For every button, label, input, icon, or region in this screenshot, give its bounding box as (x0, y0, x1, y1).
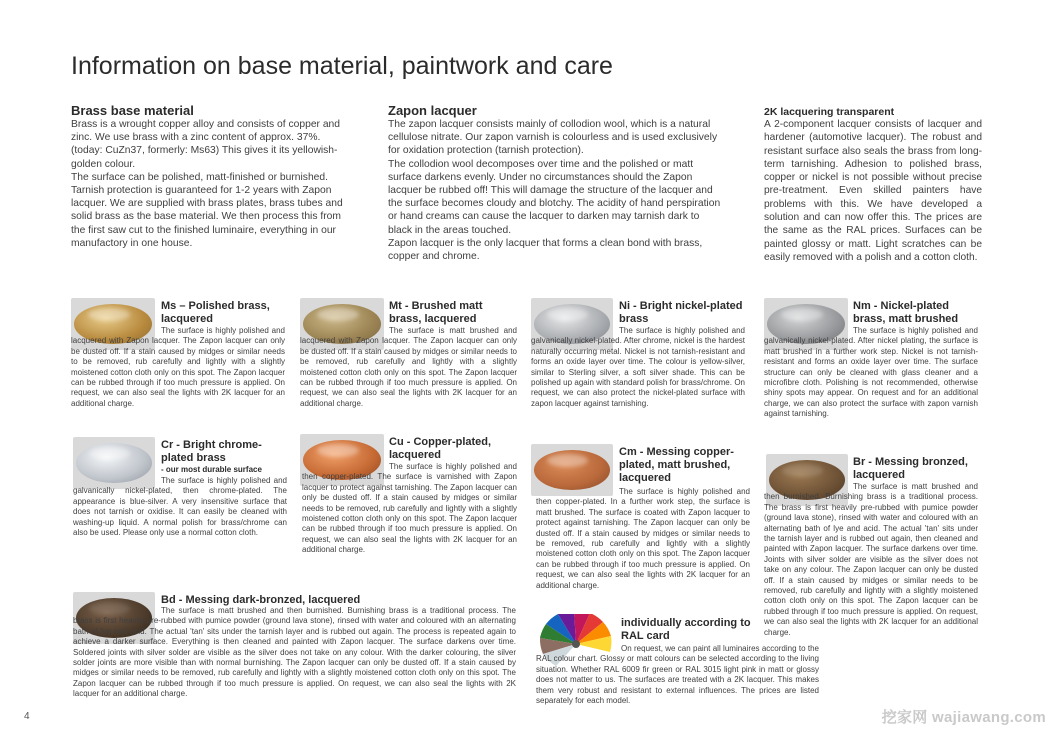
product-title: Ni - Bright nickel-plated brass (619, 300, 743, 325)
product-title: Cu - Copper-plated, lacquered (389, 436, 492, 461)
section-heading: Brass base material (71, 103, 194, 118)
product-description: The surface is highly polished and lacquered with Zapon lacquer. The Zapon lacquer can only be dusted off. If a stain caused by midges or similar needs to be removed, rub carefully and lightly with a slightly moistened cotton cloth only on this spot. The Zapon lacquer can be rubbed through if too much pressure is applied. On request, we can also seal the lights with 2K lacquer for an additional charge. (71, 326, 285, 408)
mt-title-block (389, 300, 517, 326)
cu-title-block (389, 436, 517, 462)
product-description: On request, we can paint all luminaires according to the RAL colour chart. Glossy or matt colours can be selected according to the living situation. Whether RAL 6009 fir green or RAL 3015 light pink in matt or glossy does not matter to us. The surfaces are treated with a 2K lacquer. This makes them very robust and resistant to external influences. The prices are listed separately for each model. (536, 644, 819, 706)
cm-title-block (619, 446, 747, 485)
product-title: Br - Messing bronzed, lacquered (853, 456, 968, 481)
section-heading: 2K lacquering transparent (764, 106, 895, 118)
page-title: Information on base material, paintwork and care (71, 52, 613, 80)
product-description: The surface is highly polished and then copper-plated. The surface is varnished with Zapon lacquer to protect against tarnishing. The Zapon lacquer can only be dusted off. If a stain caused by midges or similar needs to be removed, rub carefully and lightly with a slightly moistened cotton cloth only on this spot. The Zapon lacquer can be rubbed through if too much pressure is applied. On request, we can also seal the lights with 2K lacquer for an additional charge. (302, 462, 517, 555)
ni-title-block (619, 300, 747, 326)
ral-title-block (621, 617, 751, 643)
product-description: The surface is highly polished and galvanically nickel-plated, then chrome-plated. The appearance is blue-silver. A very insensitive surface that does not tarnish or oxidise. It can easily be cleaned with washing-up liquid. A normal polish for brass/chrome can also be used. Please only use a normal cotton cloth. (73, 476, 287, 538)
brass-base-section (71, 103, 371, 250)
section-text: A 2-component lacquer consists of lacquer and hardener (automotive lacquer). The robust and resistant surface also seals the brass from long-term tarnishing. Adhesion to polished brass, copper or nickel is not possible without precise pre-treatment. Even skilled painters have problems with this. We have developed a solution and can now offer this. The prices are the same as the RAL prices. Surfaces can be painted glossy or matt. Light scratches can be easily removed with a polish and a cotton cloth. (764, 119, 982, 263)
product-title: Cr - Bright chrome- plated brass (161, 439, 262, 464)
product-title: Nm - Nickel-plated brass, matt brushed (853, 300, 959, 325)
product-title: Cm - Messing copper- plated, matt brushed, lacquered (619, 446, 734, 484)
section-text: Brass is a wrought copper alloy and consists of copper and zinc. We use brass with a zinc content of approx. 37%. (today: CuZn37, formerly: Ms63) This gives it its yellowish- golden colour. The surface can be polished, matt-finished or burnished. Tarnish protection is guaranteed for 1-2 years with Zapon lacquer. We are supplied with brass plates, brass tubes and solid brass as the base material. We then process this from the first saw cut to the finished luminaire, everything in our manufactory in one house. (71, 119, 343, 249)
product-description: The surface is matt brushed and then burnished. Burnishing brass is a traditional process. The brass is first heavily pre-rubbed with pumice powder (ground lava stone), rinsed with water and coloured with an alternating bath of lye and acid. The actual 'tan' sits under the tarnish layer and is rubbed out again, then cleaned and painted with Zapon lacquer. The surface darkens over time. Joints with silver solder are visible as the silver does not take on any colour. The Zapon lacquer can only be dusted off. If a stain caused by midges or similar needs to be removed, rub carefully and lightly with a slightly moistened cotton cloth only on this spot. The Zapon lacquer can be rubbed through if too much pressure is applied. On request, we can also seal the lights with 2K lacquer for an additional charge. (764, 482, 978, 637)
product-title: Bd - Messing dark-bronzed, lacquered (161, 594, 361, 606)
page-number: 4 (24, 711, 30, 722)
2k-lacquer-section (764, 106, 982, 264)
ms-title-block (161, 300, 285, 326)
cr-title-block (161, 439, 285, 474)
product-title: Mt - Brushed matt brass, lacquered (389, 300, 483, 325)
product-title: individually according to RAL card (621, 617, 751, 642)
zapon-section (388, 103, 748, 263)
product-description: The surface is matt brushed and then burnished. Burnishing brass is a traditional process. The brass is first heavily pre-rubbed with pumice powder (ground lava stone), rinsed with water and coloured with an alternating bath of lye and acid. The actual 'tan' sits under the tarnish layer and is rubbed out again. The process is repeated again to achieve a darker surface. Everything is then cleaned and painted with Zapon lacquer. The surface darkens over time. Soldered joints with silver solder are visible as the silver does not take on any colour. With the darker colouring, the silver solder joints are more visible than with normal burnishing. The Zapon lacquer can only be dusted off. If a stain caused by midges or similar needs to be removed, rub carefully and lightly with a slightly moistened cotton cloth only on this spot. The Zapon lacquer can be rubbed through if too much pressure is applied. On request, we can also seal the lights with 2K lacquer for an additional charge. (73, 606, 516, 699)
watermark: 挖家网 wajiawang.com (881, 709, 1046, 726)
product-subtitle: - our most durable surface (161, 465, 262, 474)
product-description: The surface is highly polished and galvanically nickel-plated. After nickel plating, the surface is matt brushed in a further work step. Nickel is not tarnish-resistant and forms an oxide layer over time. The surface structure can only be cleaned with glass cleaner and a microfibre cloth. Polishing is not recommended, otherwise shiny spots may appear. On request and for an additional charge, we can also protect the surface with zapon varnish against tarnishing. (764, 326, 978, 419)
product-description: The surface is highly polished and galvanically nickel-plated. After chrome, nickel is the hardest naturally occurring metal. Nickel is not tarnish-resistant and forms an oxide layer over time. The colour is yellow-silver, similar to Sterling silver, a soft silver shade. This can be polished up again with standard polish for brass/chrome. On request, we can also protect the nickel-plated surface with zapon lacquer against tarnishing. (531, 326, 745, 408)
product-description: The surface is matt brushed and lacquered with Zapon lacquer. The Zapon lacquer can only be dusted off. If a stain caused by midges or similar needs to be removed, rub carefully and lightly with a slightly moistened cotton cloth only on this spot. The Zapon lacquer can be rubbed through if too much pressure is applied. On request, we can also seal the lights with 2K lacquer for an additional charge. (300, 326, 517, 408)
br-title-block (853, 456, 981, 482)
section-text: The zapon lacquer consists mainly of collodion wool, which is a natural cellulose nitrate. Our zapon varnish is colourless and is used exclusively for oxidation protection (tarnish protection). The collodion wool decomposes over time and the polished or matt surface darkens evenly. Under no circumstances should the Zapon lacquer be rubbed off! This will damage the structure of the lacquer and the surface becomes cloudy and blotchy. The acidity of hand perspiration or hand creams can cause the lacquer to darken may tarnish dark to black in the areas touched. Zapon lacquer is the only lacquer that forms a clean bond with brass, copper and chrome. (388, 119, 721, 263)
nm-title-block (853, 300, 981, 326)
product-title: Ms – Polished brass, lacquered (161, 300, 270, 325)
section-heading: Zapon lacquer (388, 103, 477, 118)
product-description: The surface is highly polished and then copper-plated. In a further work step, the surface is matt brushed. The surface is coated with Zapon lacquer to protect against tarnishing. The Zapon lacquer can only be dusted off. If a stain caused by midges or similar needs to be removed, rub carefully and lightly with a slightly moistened cotton cloth only on this spot. The Zapon lacquer can be rubbed through if too much pressure is applied. On request, we can also seal the lights with 2K lacquer for an additional charge. (536, 487, 750, 590)
